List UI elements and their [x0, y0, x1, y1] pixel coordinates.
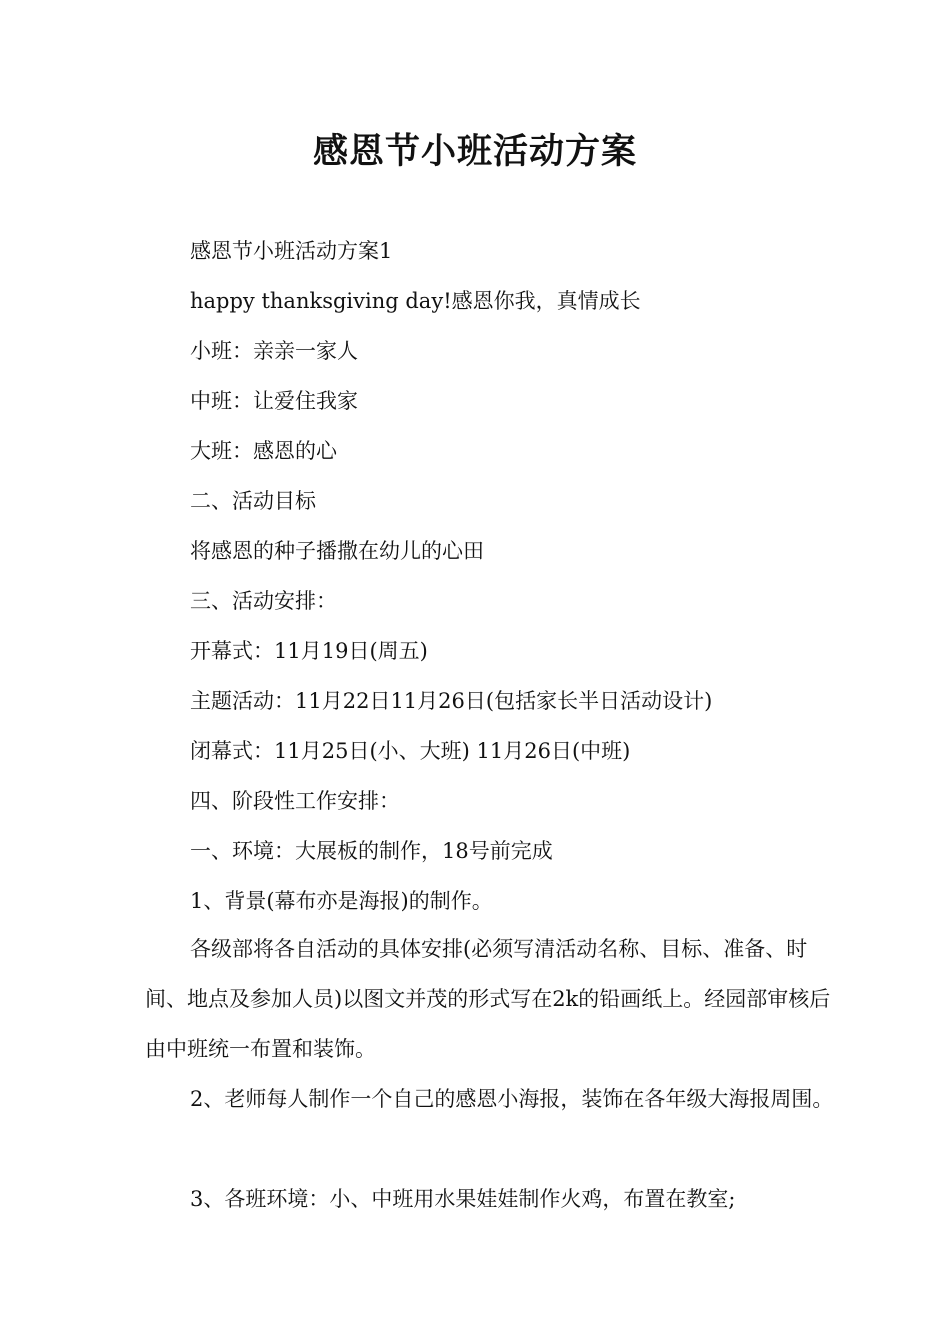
document-title: 感恩节小班活动方案: [312, 131, 637, 172]
text-line: happy thanksgiving day!感恩你我，真情成长: [190, 289, 641, 313]
text-line: 中班：让爱住我家: [190, 389, 358, 413]
section-heading: 四、阶段性工作安排：: [190, 789, 400, 813]
body-paragraph: 各级部将各自活动的具体安排(必须写清活动名称、目标、准备、时间、地点及参加人员)以图文并茂的形式写在2k的铅画纸上。经园部审核后由中班统一布置和装饰。: [145, 937, 831, 1061]
text-line: 大班：感恩的心: [190, 439, 337, 463]
body-paragraph: 2、老师每人制作一个自己的感恩小海报，装饰在各年级大海报周围。: [190, 1087, 834, 1111]
text-line: 主题活动：11月22日11月26日(包括家长半日活动设计): [190, 689, 713, 713]
text-line: 将感恩的种子播撒在幼儿的心田: [190, 539, 484, 563]
text-line: 小班：亲亲一家人: [190, 339, 358, 363]
section-heading: 二、活动目标: [190, 489, 316, 513]
section-heading: 感恩节小班活动方案1: [190, 239, 393, 263]
text-line: 1、背景(幕布亦是海报)的制作。: [190, 889, 493, 913]
body-paragraph: 3、各班环境：小、中班用水果娃娃制作火鸡，布置在教室;: [190, 1187, 736, 1211]
text-line: 闭幕式：11月25日(小、大班) 11月26日(中班): [190, 739, 631, 763]
text-line: 一、环境：大展板的制作，18号前完成: [190, 839, 553, 863]
text-line: 开幕式：11月19日(周五): [190, 639, 428, 663]
section-heading: 三、活动安排：: [190, 589, 337, 613]
